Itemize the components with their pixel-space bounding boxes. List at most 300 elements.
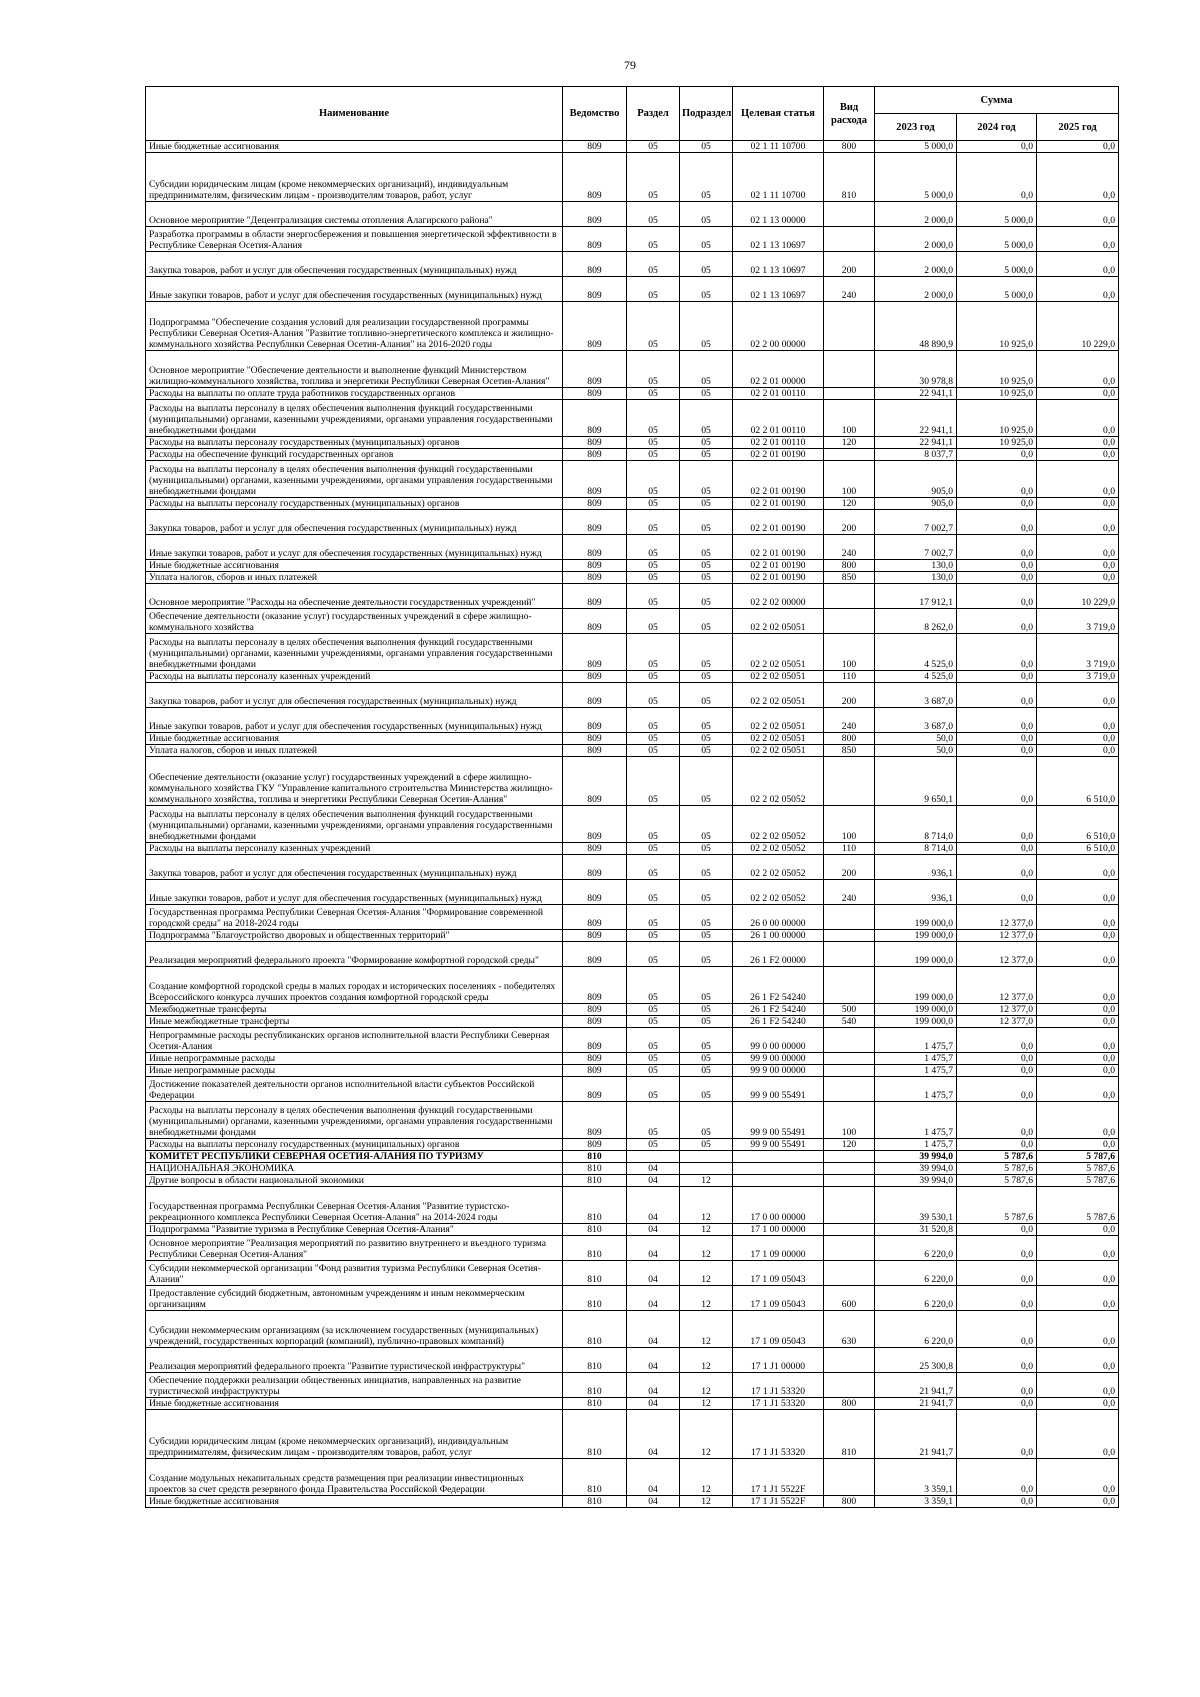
cell-2025: 0,0 bbox=[1037, 388, 1119, 400]
cell-target: 02 2 02 05052 bbox=[733, 880, 824, 905]
cell-name: Обеспечение поддержки реализации общественных инициатив, направленных на развитие туристической инфраструктуры bbox=[146, 1373, 563, 1398]
cell-subsection: 05 bbox=[680, 1028, 733, 1053]
table-row bbox=[146, 843, 1119, 855]
cell-target: 17 1 09 05043 bbox=[733, 1286, 824, 1311]
cell-kind: 110 bbox=[824, 671, 875, 683]
cell-2023: 9 650,1 bbox=[875, 757, 957, 806]
cell-name: Расходы на выплаты персоналу в целях обеспечения выполнения функций государственными (муниципальными) органами, казенными учреждениями, органами управления государственными внебюджетными фондами bbox=[146, 461, 563, 498]
cell-2023: 5 000,0 bbox=[875, 141, 957, 153]
cell-subsection: 05 bbox=[680, 708, 733, 733]
table-row bbox=[146, 227, 1119, 252]
cell-name: Создание модульных некапитальных средств размещения при реализации инвестиционных проектов за счет средств резервного фонда Правительства Российской Федерации bbox=[146, 1459, 563, 1496]
table-row bbox=[146, 437, 1119, 449]
cell-section: 05 bbox=[627, 1028, 680, 1053]
cell-kind: 800 bbox=[824, 560, 875, 572]
cell-2024: 0,0 bbox=[957, 1139, 1037, 1151]
cell-target: 02 2 01 00190 bbox=[733, 535, 824, 560]
cell-kind bbox=[824, 388, 875, 400]
cell-subsection: 05 bbox=[680, 388, 733, 400]
cell-department: 809 bbox=[563, 1139, 627, 1151]
cell-2024: 12 377,0 bbox=[957, 1004, 1037, 1016]
cell-section: 05 bbox=[627, 461, 680, 498]
cell-2023: 936,1 bbox=[875, 880, 957, 905]
header-2025: 2025 год bbox=[1037, 114, 1119, 141]
cell-target: 17 1 09 05043 bbox=[733, 1261, 824, 1286]
cell-section: 05 bbox=[627, 1004, 680, 1016]
cell-2025: 0,0 bbox=[1037, 1496, 1119, 1508]
cell-2024: 0,0 bbox=[957, 1311, 1037, 1348]
cell-target: 26 1 F2 54240 bbox=[733, 1016, 824, 1028]
cell-subsection bbox=[680, 1151, 733, 1163]
cell-2023: 199 000,0 bbox=[875, 905, 957, 930]
cell-2025: 0,0 bbox=[1037, 930, 1119, 942]
cell-2025: 0,0 bbox=[1037, 437, 1119, 449]
cell-subsection: 05 bbox=[680, 843, 733, 855]
cell-2024: 5 000,0 bbox=[957, 252, 1037, 277]
table-header bbox=[146, 87, 1119, 141]
table-row bbox=[146, 1348, 1119, 1373]
cell-section: 04 bbox=[627, 1175, 680, 1187]
cell-name: Подпрограмма "Развитие туризма в Республике Северная Осетия-Алания" bbox=[146, 1224, 563, 1236]
cell-2023: 936,1 bbox=[875, 855, 957, 880]
cell-2024: 0,0 bbox=[957, 1065, 1037, 1077]
cell-name: Расходы на обеспечение функций государственных органов bbox=[146, 449, 563, 461]
table-row bbox=[146, 1053, 1119, 1065]
cell-section: 05 bbox=[627, 757, 680, 806]
cell-name: Реализация мероприятий федерального проекта "Развитие туристической инфраструктуры" bbox=[146, 1348, 563, 1373]
cell-name: Иные бюджетные ассигнования bbox=[146, 1496, 563, 1508]
cell-section: 05 bbox=[627, 634, 680, 671]
cell-2024: 0,0 bbox=[957, 843, 1037, 855]
cell-subsection: 05 bbox=[680, 1004, 733, 1016]
cell-name: Субсидии некоммерческой организации "Фонд развития туризма Республики Северная Осетия-Алания" bbox=[146, 1261, 563, 1286]
cell-target: 02 2 01 00190 bbox=[733, 461, 824, 498]
cell-2024: 0,0 bbox=[957, 449, 1037, 461]
cell-kind bbox=[824, 942, 875, 967]
cell-subsection: 05 bbox=[680, 302, 733, 351]
cell-kind bbox=[824, 1065, 875, 1077]
cell-2025: 0,0 bbox=[1037, 1286, 1119, 1311]
cell-2023: 905,0 bbox=[875, 461, 957, 498]
cell-2025: 0,0 bbox=[1037, 572, 1119, 584]
cell-target: 99 9 00 00000 bbox=[733, 1053, 824, 1065]
cell-section: 05 bbox=[627, 498, 680, 510]
cell-kind: 200 bbox=[824, 252, 875, 277]
cell-name: Государственная программа Республики Северная Осетия-Алания "Развитие туристско-рекреационного комплекса Республики Северная Осетия-Алания" на 2014-2024 годы bbox=[146, 1187, 563, 1224]
table-row bbox=[146, 930, 1119, 942]
cell-2023: 8 037,7 bbox=[875, 449, 957, 461]
cell-kind: 120 bbox=[824, 1139, 875, 1151]
cell-kind: 110 bbox=[824, 843, 875, 855]
header-sum: Сумма bbox=[875, 87, 1119, 114]
cell-2023: 130,0 bbox=[875, 560, 957, 572]
cell-section: 04 bbox=[627, 1496, 680, 1508]
cell-kind bbox=[824, 1261, 875, 1286]
cell-subsection: 05 bbox=[680, 806, 733, 843]
cell-department: 810 bbox=[563, 1496, 627, 1508]
cell-target: 17 1 J1 53320 bbox=[733, 1398, 824, 1410]
cell-2023: 39 994,0 bbox=[875, 1163, 957, 1175]
cell-2025: 0,0 bbox=[1037, 1311, 1119, 1348]
cell-section: 04 bbox=[627, 1311, 680, 1348]
cell-kind bbox=[824, 351, 875, 388]
cell-department: 810 bbox=[563, 1311, 627, 1348]
cell-2023: 199 000,0 bbox=[875, 967, 957, 1004]
cell-section: 05 bbox=[627, 1077, 680, 1102]
cell-2023: 1 475,7 bbox=[875, 1053, 957, 1065]
cell-section: 05 bbox=[627, 967, 680, 1004]
cell-department: 809 bbox=[563, 880, 627, 905]
table-row bbox=[146, 1175, 1119, 1187]
cell-kind bbox=[824, 757, 875, 806]
budget-table bbox=[145, 86, 1119, 1508]
cell-name: Предоставление субсидий бюджетным, автономным учреждениям и иным некоммерческим организациям bbox=[146, 1286, 563, 1311]
cell-target: 17 1 09 05043 bbox=[733, 1311, 824, 1348]
cell-department: 810 bbox=[563, 1459, 627, 1496]
cell-2024: 5 000,0 bbox=[957, 277, 1037, 302]
cell-subsection: 05 bbox=[680, 880, 733, 905]
table-row bbox=[146, 449, 1119, 461]
table-row bbox=[146, 1163, 1119, 1175]
cell-2025: 0,0 bbox=[1037, 535, 1119, 560]
cell-kind bbox=[824, 1187, 875, 1224]
cell-section: 05 bbox=[627, 252, 680, 277]
cell-name: Иные закупки товаров, работ и услуг для обеспечения государственных (муниципальных) нужд bbox=[146, 880, 563, 905]
cell-department: 809 bbox=[563, 1102, 627, 1139]
cell-section: 05 bbox=[627, 609, 680, 634]
table-row bbox=[146, 1028, 1119, 1053]
cell-name: Расходы на выплаты персоналу государственных (муниципальных) органов bbox=[146, 1139, 563, 1151]
table-row bbox=[146, 400, 1119, 437]
cell-2023: 3 687,0 bbox=[875, 708, 957, 733]
cell-subsection: 05 bbox=[680, 153, 733, 202]
cell-kind bbox=[824, 1175, 875, 1187]
cell-subsection: 05 bbox=[680, 1053, 733, 1065]
cell-2025: 0,0 bbox=[1037, 277, 1119, 302]
cell-department: 809 bbox=[563, 572, 627, 584]
cell-name: Субсидии юридическим лицам (кроме некоммерческих организаций), индивидуальным предпринимателям, физическим лицам - производителям товаров, работ, услуг bbox=[146, 153, 563, 202]
cell-department: 810 bbox=[563, 1261, 627, 1286]
cell-2024: 5 787,6 bbox=[957, 1187, 1037, 1224]
cell-section: 05 bbox=[627, 806, 680, 843]
cell-name: Иные непрограммные расходы bbox=[146, 1053, 563, 1065]
cell-department: 809 bbox=[563, 449, 627, 461]
cell-subsection: 05 bbox=[680, 1065, 733, 1077]
cell-target: 02 2 01 00190 bbox=[733, 498, 824, 510]
cell-department: 809 bbox=[563, 942, 627, 967]
cell-2024: 0,0 bbox=[957, 1261, 1037, 1286]
cell-target: 26 1 00 00000 bbox=[733, 930, 824, 942]
cell-target: 02 2 02 05051 bbox=[733, 634, 824, 671]
cell-2023: 25 300,8 bbox=[875, 1348, 957, 1373]
cell-2024: 12 377,0 bbox=[957, 1016, 1037, 1028]
table-row bbox=[146, 683, 1119, 708]
header-kind: Вид расхода bbox=[824, 87, 875, 141]
cell-name: Расходы на выплаты персоналу в целях обеспечения выполнения функций государственными (муниципальными) органами, казенными учреждениями, органами управления государственными внебюджетными фондами bbox=[146, 806, 563, 843]
cell-department: 809 bbox=[563, 584, 627, 609]
cell-2025: 6 510,0 bbox=[1037, 806, 1119, 843]
cell-department: 809 bbox=[563, 1016, 627, 1028]
cell-section: 05 bbox=[627, 733, 680, 745]
cell-target: 02 2 01 00000 bbox=[733, 351, 824, 388]
cell-subsection: 05 bbox=[680, 572, 733, 584]
cell-department: 809 bbox=[563, 1065, 627, 1077]
cell-2023: 21 941,7 bbox=[875, 1373, 957, 1398]
header-section: Раздел bbox=[627, 87, 680, 141]
cell-department: 809 bbox=[563, 227, 627, 252]
cell-kind bbox=[824, 1151, 875, 1163]
cell-target: 99 9 00 55491 bbox=[733, 1139, 824, 1151]
table-row bbox=[146, 277, 1119, 302]
cell-name: Расходы на выплаты персоналу в целях обеспечения выполнения функций государственными (муниципальными) органами, казенными учреждениями, органами управления государственными внебюджетными фондами bbox=[146, 400, 563, 437]
cell-2025: 0,0 bbox=[1037, 252, 1119, 277]
cell-section: 04 bbox=[627, 1224, 680, 1236]
cell-subsection: 12 bbox=[680, 1261, 733, 1286]
cell-subsection: 05 bbox=[680, 437, 733, 449]
table-row bbox=[146, 942, 1119, 967]
cell-subsection: 12 bbox=[680, 1410, 733, 1459]
cell-kind bbox=[824, 227, 875, 252]
cell-department: 809 bbox=[563, 967, 627, 1004]
cell-2024: 0,0 bbox=[957, 634, 1037, 671]
cell-department: 809 bbox=[563, 1053, 627, 1065]
cell-2023: 1 475,7 bbox=[875, 1065, 957, 1077]
cell-name: Расходы на выплаты персоналу казенных учреждений bbox=[146, 671, 563, 683]
cell-name: Закупка товаров, работ и услуг для обеспечения государственных (муниципальных) нужд bbox=[146, 510, 563, 535]
cell-department: 809 bbox=[563, 843, 627, 855]
cell-section: 05 bbox=[627, 227, 680, 252]
cell-section: 05 bbox=[627, 302, 680, 351]
cell-section: 05 bbox=[627, 745, 680, 757]
cell-2025: 0,0 bbox=[1037, 733, 1119, 745]
cell-target: 17 1 J1 00000 bbox=[733, 1348, 824, 1373]
cell-kind bbox=[824, 449, 875, 461]
cell-section: 05 bbox=[627, 153, 680, 202]
cell-subsection: 12 bbox=[680, 1373, 733, 1398]
cell-target: 02 2 02 05051 bbox=[733, 609, 824, 634]
cell-department: 809 bbox=[563, 930, 627, 942]
table-row bbox=[146, 1373, 1119, 1398]
cell-kind: 630 bbox=[824, 1311, 875, 1348]
cell-target: 02 1 11 10700 bbox=[733, 153, 824, 202]
cell-name: Непрограммные расходы республиканских органов исполнительной власти Республики Северная Осетия-Алания bbox=[146, 1028, 563, 1053]
cell-section: 05 bbox=[627, 449, 680, 461]
cell-section: 05 bbox=[627, 1016, 680, 1028]
cell-2025: 0,0 bbox=[1037, 1398, 1119, 1410]
cell-department: 809 bbox=[563, 1028, 627, 1053]
cell-2024: 0,0 bbox=[957, 153, 1037, 202]
cell-name: Иные бюджетные ассигнования bbox=[146, 1398, 563, 1410]
cell-2025: 10 229,0 bbox=[1037, 302, 1119, 351]
cell-name: Иные закупки товаров, работ и услуг для обеспечения государственных (муниципальных) нужд bbox=[146, 708, 563, 733]
cell-target: 17 1 J1 53320 bbox=[733, 1373, 824, 1398]
cell-2025: 0,0 bbox=[1037, 351, 1119, 388]
cell-kind bbox=[824, 302, 875, 351]
cell-kind bbox=[824, 1163, 875, 1175]
cell-2024: 0,0 bbox=[957, 757, 1037, 806]
cell-2025: 5 787,6 bbox=[1037, 1187, 1119, 1224]
cell-subsection: 05 bbox=[680, 733, 733, 745]
cell-2024: 0,0 bbox=[957, 1053, 1037, 1065]
cell-kind: 800 bbox=[824, 1496, 875, 1508]
table-row bbox=[146, 1077, 1119, 1102]
cell-subsection: 05 bbox=[680, 560, 733, 572]
table-row bbox=[146, 671, 1119, 683]
cell-2025: 0,0 bbox=[1037, 1139, 1119, 1151]
cell-name: Расходы на выплаты персоналу в целях обеспечения выполнения функций государственными (муниципальными) органами, казенными учреждениями, органами управления государственными внебюджетными фондами bbox=[146, 634, 563, 671]
cell-name: Иные непрограммные расходы bbox=[146, 1065, 563, 1077]
cell-department: 810 bbox=[563, 1175, 627, 1187]
cell-subsection: 05 bbox=[680, 1077, 733, 1102]
cell-kind: 800 bbox=[824, 1398, 875, 1410]
cell-section: 04 bbox=[627, 1163, 680, 1175]
cell-department: 809 bbox=[563, 905, 627, 930]
cell-2025: 5 787,6 bbox=[1037, 1175, 1119, 1187]
cell-kind: 810 bbox=[824, 1410, 875, 1459]
cell-department: 809 bbox=[563, 806, 627, 843]
cell-2024: 12 377,0 bbox=[957, 967, 1037, 1004]
cell-department: 809 bbox=[563, 302, 627, 351]
cell-department: 810 bbox=[563, 1224, 627, 1236]
cell-department: 809 bbox=[563, 1077, 627, 1102]
cell-section: 05 bbox=[627, 843, 680, 855]
cell-department: 810 bbox=[563, 1410, 627, 1459]
cell-name: Другие вопросы в области национальной экономики bbox=[146, 1175, 563, 1187]
cell-2025: 0,0 bbox=[1037, 880, 1119, 905]
cell-2024: 0,0 bbox=[957, 708, 1037, 733]
cell-2025: 0,0 bbox=[1037, 560, 1119, 572]
cell-subsection: 05 bbox=[680, 1139, 733, 1151]
cell-department: 809 bbox=[563, 634, 627, 671]
table-row bbox=[146, 1286, 1119, 1311]
table-row bbox=[146, 880, 1119, 905]
cell-department: 809 bbox=[563, 733, 627, 745]
cell-target: 02 2 02 05051 bbox=[733, 708, 824, 733]
cell-kind bbox=[824, 967, 875, 1004]
table-row bbox=[146, 905, 1119, 930]
cell-kind: 850 bbox=[824, 572, 875, 584]
cell-2023: 21 941,7 bbox=[875, 1410, 957, 1459]
cell-2023: 3 359,1 bbox=[875, 1496, 957, 1508]
cell-subsection: 05 bbox=[680, 461, 733, 498]
table-row bbox=[146, 1151, 1119, 1163]
cell-target: 02 2 02 05052 bbox=[733, 843, 824, 855]
cell-name: Расходы на выплаты персоналу государственных (муниципальных) органов bbox=[146, 437, 563, 449]
cell-2023: 2 000,0 bbox=[875, 202, 957, 227]
cell-target bbox=[733, 1175, 824, 1187]
cell-2024: 0,0 bbox=[957, 855, 1037, 880]
cell-2025: 0,0 bbox=[1037, 153, 1119, 202]
cell-2024: 0,0 bbox=[957, 1348, 1037, 1373]
cell-2023: 22 941,1 bbox=[875, 437, 957, 449]
table-row bbox=[146, 1016, 1119, 1028]
table-row bbox=[146, 1410, 1119, 1459]
cell-name: Расходы на выплаты персоналу в целях обеспечения выполнения функций государственными (муниципальными) органами, казенными учреждениями, органами управления государственными внебюджетными фондами bbox=[146, 1102, 563, 1139]
cell-target: 02 1 11 10700 bbox=[733, 141, 824, 153]
cell-2024: 0,0 bbox=[957, 510, 1037, 535]
cell-target: 02 2 02 05051 bbox=[733, 733, 824, 745]
cell-target: 17 1 J1 5522F bbox=[733, 1496, 824, 1508]
cell-2023: 199 000,0 bbox=[875, 1016, 957, 1028]
cell-subsection: 05 bbox=[680, 227, 733, 252]
cell-department: 809 bbox=[563, 498, 627, 510]
cell-section: 05 bbox=[627, 671, 680, 683]
cell-department: 809 bbox=[563, 202, 627, 227]
table-body bbox=[146, 141, 1119, 1508]
table-row bbox=[146, 1398, 1119, 1410]
cell-name: Межбюджетные трансферты bbox=[146, 1004, 563, 1016]
cell-2024: 0,0 bbox=[957, 498, 1037, 510]
cell-2024: 0,0 bbox=[957, 1236, 1037, 1261]
cell-2024: 0,0 bbox=[957, 1077, 1037, 1102]
cell-2025: 0,0 bbox=[1037, 449, 1119, 461]
cell-2024: 0,0 bbox=[957, 733, 1037, 745]
table-row bbox=[146, 1102, 1119, 1139]
cell-name: Иные закупки товаров, работ и услуг для обеспечения государственных (муниципальных) нужд bbox=[146, 535, 563, 560]
cell-2023: 50,0 bbox=[875, 733, 957, 745]
cell-subsection: 05 bbox=[680, 905, 733, 930]
cell-department: 809 bbox=[563, 855, 627, 880]
page-number: 79 bbox=[624, 58, 636, 72]
cell-2025: 0,0 bbox=[1037, 855, 1119, 880]
cell-subsection: 12 bbox=[680, 1311, 733, 1348]
cell-2023: 2 000,0 bbox=[875, 227, 957, 252]
cell-section: 05 bbox=[627, 1102, 680, 1139]
cell-subsection: 05 bbox=[680, 202, 733, 227]
table-row bbox=[146, 351, 1119, 388]
cell-2025: 5 787,6 bbox=[1037, 1151, 1119, 1163]
cell-2023: 4 525,0 bbox=[875, 671, 957, 683]
cell-subsection: 05 bbox=[680, 584, 733, 609]
cell-section: 05 bbox=[627, 930, 680, 942]
cell-department: 809 bbox=[563, 277, 627, 302]
cell-name: Обеспечение деятельности (оказание услуг) государственных учреждений в сфере жилищно-коммунального хозяйства ГКУ "Управление капитального строительства Министерства жилищно-коммунального хозяйства, топлива и энергетики Республики Северная Осетия-Алания" bbox=[146, 757, 563, 806]
cell-section: 04 bbox=[627, 1459, 680, 1496]
table-row bbox=[146, 1187, 1119, 1224]
cell-kind: 600 bbox=[824, 1286, 875, 1311]
cell-subsection: 05 bbox=[680, 510, 733, 535]
cell-kind: 800 bbox=[824, 141, 875, 153]
cell-target: 02 2 02 05051 bbox=[733, 683, 824, 708]
cell-name: Основное мероприятие "Децентрализация системы отопления Алагирского района" bbox=[146, 202, 563, 227]
cell-2025: 6 510,0 bbox=[1037, 843, 1119, 855]
table-row bbox=[146, 510, 1119, 535]
cell-department: 809 bbox=[563, 535, 627, 560]
cell-2025: 0,0 bbox=[1037, 1053, 1119, 1065]
cell-kind bbox=[824, 1028, 875, 1053]
cell-name: Обеспечение деятельности (оказание услуг) государственных учреждений в сфере жилищно-коммунального хозяйства bbox=[146, 609, 563, 634]
cell-kind: 810 bbox=[824, 153, 875, 202]
cell-subsection: 12 bbox=[680, 1459, 733, 1496]
table-row bbox=[146, 141, 1119, 153]
cell-department: 809 bbox=[563, 671, 627, 683]
cell-section: 05 bbox=[627, 1053, 680, 1065]
cell-2023: 8 714,0 bbox=[875, 843, 957, 855]
table-row bbox=[146, 1311, 1119, 1348]
cell-kind: 500 bbox=[824, 1004, 875, 1016]
cell-subsection: 12 bbox=[680, 1286, 733, 1311]
cell-department: 809 bbox=[563, 400, 627, 437]
cell-department: 809 bbox=[563, 388, 627, 400]
cell-2025: 0,0 bbox=[1037, 510, 1119, 535]
cell-department: 810 bbox=[563, 1151, 627, 1163]
cell-2024: 0,0 bbox=[957, 1496, 1037, 1508]
cell-target: 99 9 00 55491 bbox=[733, 1102, 824, 1139]
cell-2025: 0,0 bbox=[1037, 1065, 1119, 1077]
cell-subsection: 05 bbox=[680, 930, 733, 942]
cell-target: 02 2 01 00190 bbox=[733, 510, 824, 535]
cell-target: 17 1 00 00000 bbox=[733, 1224, 824, 1236]
